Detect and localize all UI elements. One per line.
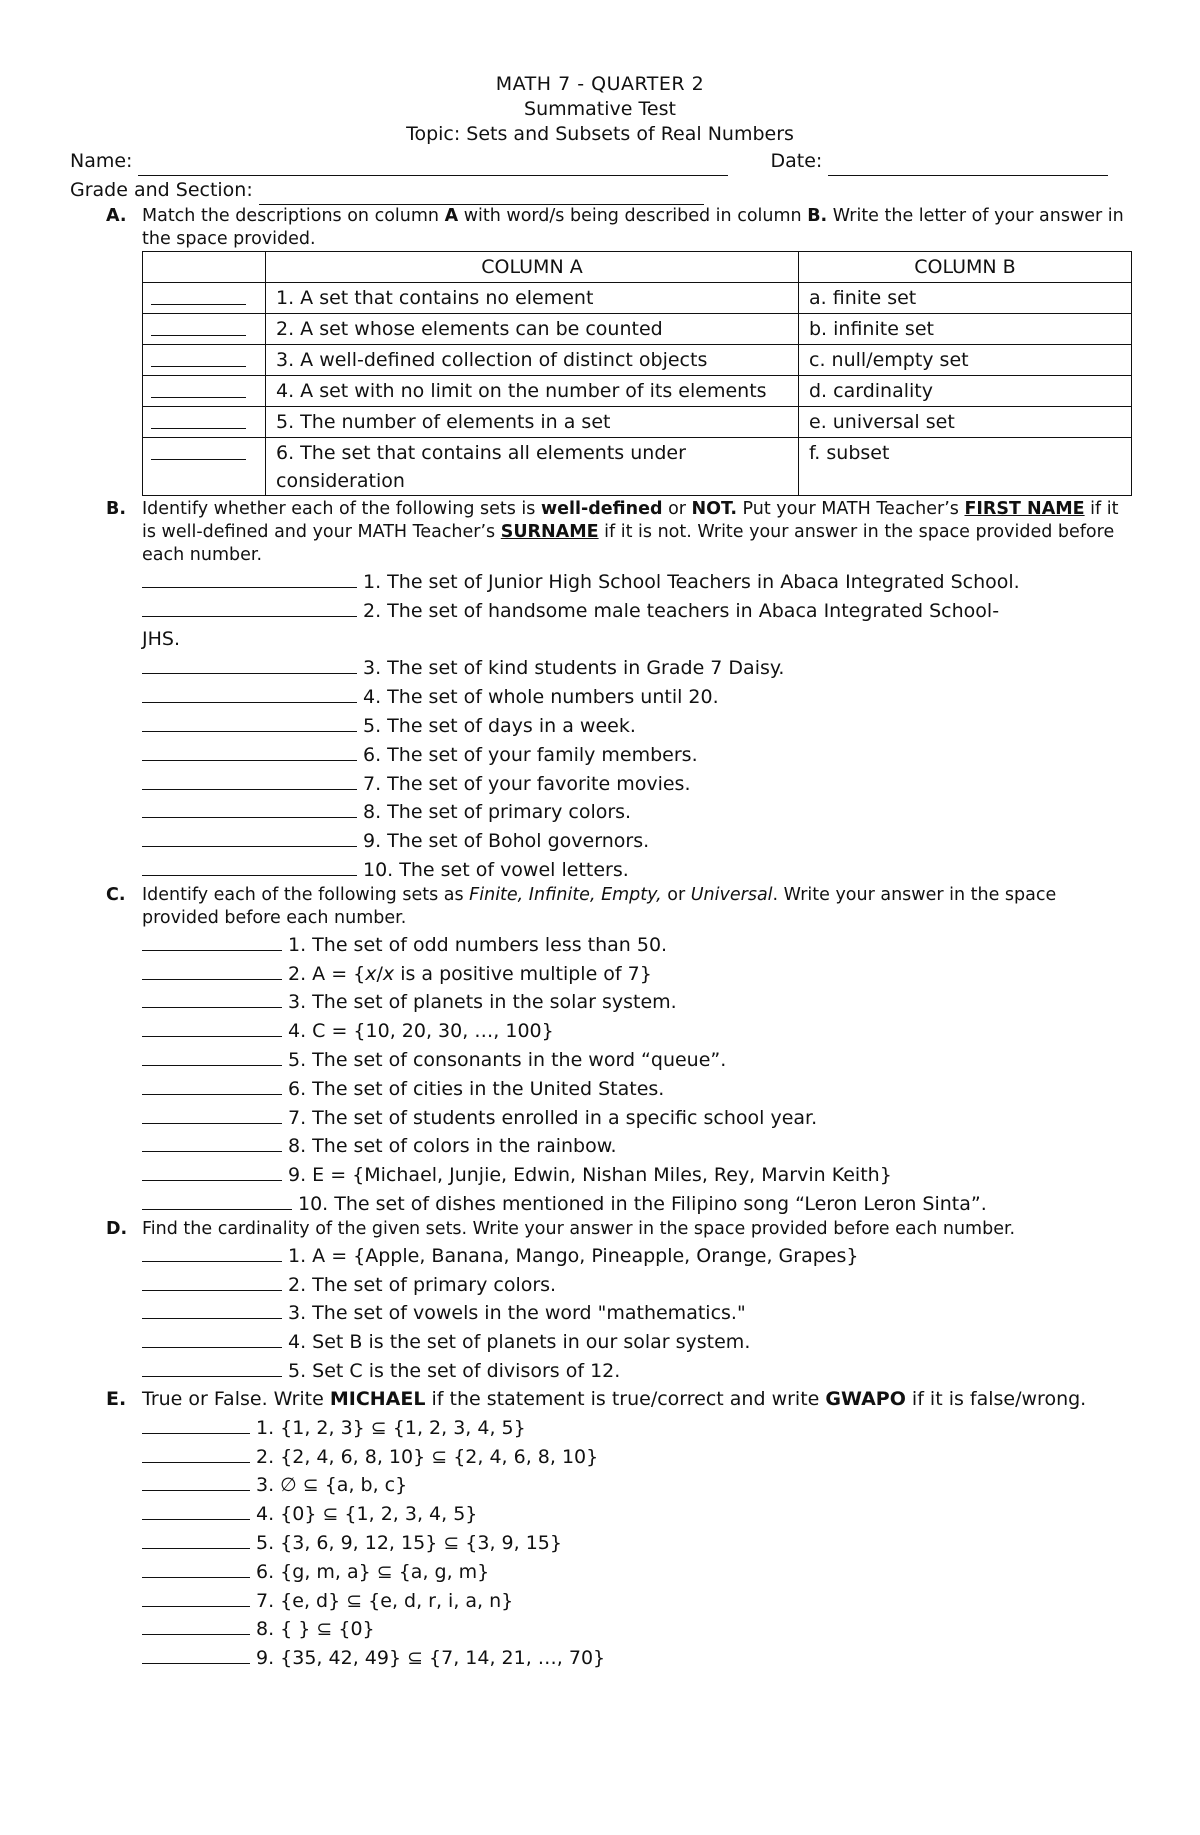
- grade-field[interactable]: [259, 184, 704, 205]
- answer-blank[interactable]: [142, 1074, 282, 1095]
- answer-blank[interactable]: [142, 769, 357, 790]
- list-item: 5. {3, 6, 9, 12, 15} ⊆ {3, 9, 15}: [142, 1528, 1130, 1557]
- section-d-items: [142, 1241, 1130, 1385]
- answer-blank[interactable]: [142, 596, 357, 617]
- answer-blank[interactable]: [151, 439, 246, 460]
- answer-blank[interactable]: [142, 1557, 250, 1578]
- list-item: 9. {35, 42, 49} ⊆ {7, 14, 21, …, 70}: [142, 1643, 1130, 1672]
- list-item: 8. The set of primary colors.: [142, 797, 1130, 826]
- list-item: 7. {e, d} ⊆ {e, d, r, i, a, n}: [142, 1586, 1130, 1615]
- list-item: 2. {2, 4, 6, 8, 10} ⊆ {2, 4, 6, 8, 10}: [142, 1442, 1130, 1471]
- list-item: 7. The set of your favorite movies.: [142, 769, 1130, 798]
- answer-blank[interactable]: [142, 711, 357, 732]
- table-row: [143, 407, 1132, 438]
- column-a-cell: 4. A set with no limit on the number of its elements: [266, 376, 799, 407]
- answer-blank[interactable]: [142, 1270, 282, 1291]
- list-item: 1. The set of odd numbers less than 50.: [142, 930, 1130, 959]
- answer-blank[interactable]: [142, 1528, 250, 1549]
- answer-blank[interactable]: [142, 1189, 292, 1210]
- list-item: 4. Set B is the set of planets in our solar system.: [142, 1327, 1130, 1356]
- column-a-cell: 1. A set that contains no element: [266, 283, 799, 314]
- answer-blank[interactable]: [142, 959, 282, 980]
- answer-blank[interactable]: [142, 1298, 282, 1319]
- matching-table: [142, 251, 1132, 496]
- page-subtitle: Summative Test: [524, 98, 676, 120]
- column-a-cell: 5. The number of elements in a set: [266, 407, 799, 438]
- table-row: [143, 438, 1132, 496]
- list-item-continuation: JHS.: [142, 627, 180, 650]
- date-field[interactable]: [828, 155, 1108, 176]
- header: [70, 72, 1130, 147]
- list-item: 10. The set of vowel letters.: [142, 855, 1130, 884]
- section-e-letter: E.: [106, 1387, 127, 1410]
- answer-blank[interactable]: [142, 797, 357, 818]
- answer-blank[interactable]: [142, 1356, 282, 1377]
- name-date-row: [70, 147, 1130, 176]
- answer-blank[interactable]: [151, 377, 246, 398]
- answer-blank[interactable]: [142, 1442, 250, 1463]
- column-b-cell: a. finite set: [799, 283, 1132, 314]
- list-item: 5. Set C is the set of divisors of 12.: [142, 1356, 1130, 1385]
- list-item: 3. The set of planets in the solar system.: [142, 987, 1130, 1016]
- list-item: 9. E = {Michael, Junjie, Edwin, Nishan Miles, Rey, Marvin Keith}: [142, 1160, 1130, 1189]
- answer-blank[interactable]: [142, 1470, 250, 1491]
- list-item: 3. The set of vowels in the word "mathematics.": [142, 1298, 1130, 1327]
- answer-blank[interactable]: [151, 284, 246, 305]
- column-a-cell: 6. The set that contains all elements under consideration: [266, 438, 799, 496]
- answer-blank[interactable]: [142, 1016, 282, 1037]
- answer-blank[interactable]: [151, 408, 246, 429]
- table-row: [143, 345, 1132, 376]
- column-b-cell: f. subset: [799, 438, 1132, 496]
- section-d-instructions: D. Find the cardinality of the given sets. Write your answer in the space provided before each number.: [70, 1218, 1130, 1241]
- grade-row: [70, 176, 1130, 205]
- list-item: 2. The set of primary colors.: [142, 1270, 1130, 1299]
- answer-blank[interactable]: [142, 682, 357, 703]
- list-item: 8. { } ⊆ {0}: [142, 1614, 1130, 1643]
- table-row: [143, 314, 1132, 345]
- table-header-row: [143, 252, 1132, 283]
- answer-blank[interactable]: [142, 1614, 250, 1635]
- answer-blank[interactable]: [142, 826, 357, 847]
- answer-blank[interactable]: [142, 653, 357, 674]
- list-item: 3. ∅ ⊆ {a, b, c}: [142, 1470, 1130, 1499]
- page-title: MATH 7 - QUARTER 2: [495, 73, 705, 95]
- list-item: 4. {0} ⊆ {1, 2, 3, 4, 5}: [142, 1499, 1130, 1528]
- list-item: 10. The set of dishes mentioned in the Filipino song “Leron Leron Sinta”.: [142, 1189, 1130, 1218]
- section-e-items: [142, 1413, 1130, 1672]
- section-e-instructions: E. True or False. Write MICHAEL if the statement is true/correct and write GWAPO if it is false/wrong.: [70, 1385, 1130, 1413]
- list-item: 9. The set of Bohol governors.: [142, 826, 1130, 855]
- answer-blank[interactable]: [142, 1643, 250, 1664]
- list-item: 1. The set of Junior High School Teachers in Abaca Integrated School.: [142, 567, 1130, 596]
- list-item: 2. A = {x/x is a positive multiple of 7}: [142, 959, 1130, 988]
- column-b-cell: d. cardinality: [799, 376, 1132, 407]
- column-a-cell: 2. A set whose elements can be counted: [266, 314, 799, 345]
- date-label: Date:: [770, 150, 823, 172]
- section-a-letter: A.: [106, 206, 127, 226]
- answer-blank[interactable]: [151, 315, 246, 336]
- column-b-cell: c. null/empty set: [799, 345, 1132, 376]
- section-c-items: [142, 930, 1130, 1218]
- section-b-letter: B.: [106, 499, 126, 519]
- list-item: 4. The set of whole numbers until 20.: [142, 682, 1130, 711]
- list-item: 3. The set of kind students in Grade 7 Daisy.: [142, 653, 1130, 682]
- answer-blank[interactable]: [142, 1327, 282, 1348]
- answer-blank[interactable]: [142, 987, 282, 1008]
- table-row: [143, 376, 1132, 407]
- answer-blank[interactable]: [142, 1131, 282, 1152]
- answer-blank[interactable]: [142, 567, 357, 588]
- grade-label: Grade and Section:: [70, 179, 253, 201]
- list-item: 5. The set of days in a week.: [142, 711, 1130, 740]
- column-b-cell: e. universal set: [799, 407, 1132, 438]
- section-b-instructions: B. Identify whether each of the following sets is well-defined or NOT. Put your MATH Teacher’s FIRST NAME if it is well-defined and your MATH Teacher’s SURNAME if it is not. Write your answer in the space provided before each number.: [70, 498, 1130, 567]
- section-c-letter: C.: [106, 884, 126, 905]
- list-item: 1. A = {Apple, Banana, Mango, Pineapple, Orange, Grapes}: [142, 1241, 1130, 1270]
- answer-blank[interactable]: [142, 1160, 282, 1181]
- answer-blank[interactable]: [142, 855, 357, 876]
- answer-blank[interactable]: [142, 740, 357, 761]
- worksheet-page: [70, 72, 1130, 1672]
- list-item: 6. The set of cities in the United States.: [142, 1074, 1130, 1103]
- answer-blank[interactable]: [142, 1241, 282, 1262]
- list-item: 6. The set of your family members.: [142, 740, 1130, 769]
- answer-blank[interactable]: [142, 930, 282, 951]
- list-item: 6. {g, m, a} ⊆ {a, g, m}: [142, 1557, 1130, 1586]
- list-item: 4. C = {10, 20, 30, …, 100}: [142, 1016, 1130, 1045]
- name-field[interactable]: [138, 155, 728, 176]
- answer-blank[interactable]: [142, 1586, 250, 1607]
- answer-blank[interactable]: [142, 1103, 282, 1124]
- section-c-instructions: C. Identify each of the following sets as Finite, Infinite, Empty, or Universal. Write your answer in the space provided before each number.: [70, 884, 1130, 930]
- column-a-header: COLUMN A: [266, 252, 799, 283]
- list-item: 7. The set of students enrolled in a specific school year.: [142, 1103, 1130, 1132]
- list-item: 8. The set of colors in the rainbow.: [142, 1131, 1130, 1160]
- list-item: 2. The set of handsome male teachers in Abaca Integrated School-: [142, 596, 1130, 625]
- list-item: 5. The set of consonants in the word “queue”.: [142, 1045, 1130, 1074]
- answer-blank[interactable]: [142, 1499, 250, 1520]
- column-b-cell: b. infinite set: [799, 314, 1132, 345]
- name-label: Name:: [70, 150, 133, 172]
- column-b-header: COLUMN B: [799, 252, 1132, 283]
- section-d-letter: D.: [106, 1218, 128, 1239]
- topic-line: Topic: Sets and Subsets of Real Numbers: [406, 123, 794, 145]
- column-a-cell: 3. A well-defined collection of distinct objects: [266, 345, 799, 376]
- answer-blank[interactable]: [142, 1413, 250, 1434]
- answer-blank[interactable]: [142, 1045, 282, 1066]
- answer-blank[interactable]: [151, 346, 246, 367]
- table-row: [143, 283, 1132, 314]
- section-b-items: [142, 567, 1130, 884]
- list-item: 1. {1, 2, 3} ⊆ {1, 2, 3, 4, 5}: [142, 1413, 1130, 1442]
- section-a-instructions: A. Match the descriptions on column A with word/s being described in column B. Write the letter of your answer in the space provided.: [70, 205, 1130, 251]
